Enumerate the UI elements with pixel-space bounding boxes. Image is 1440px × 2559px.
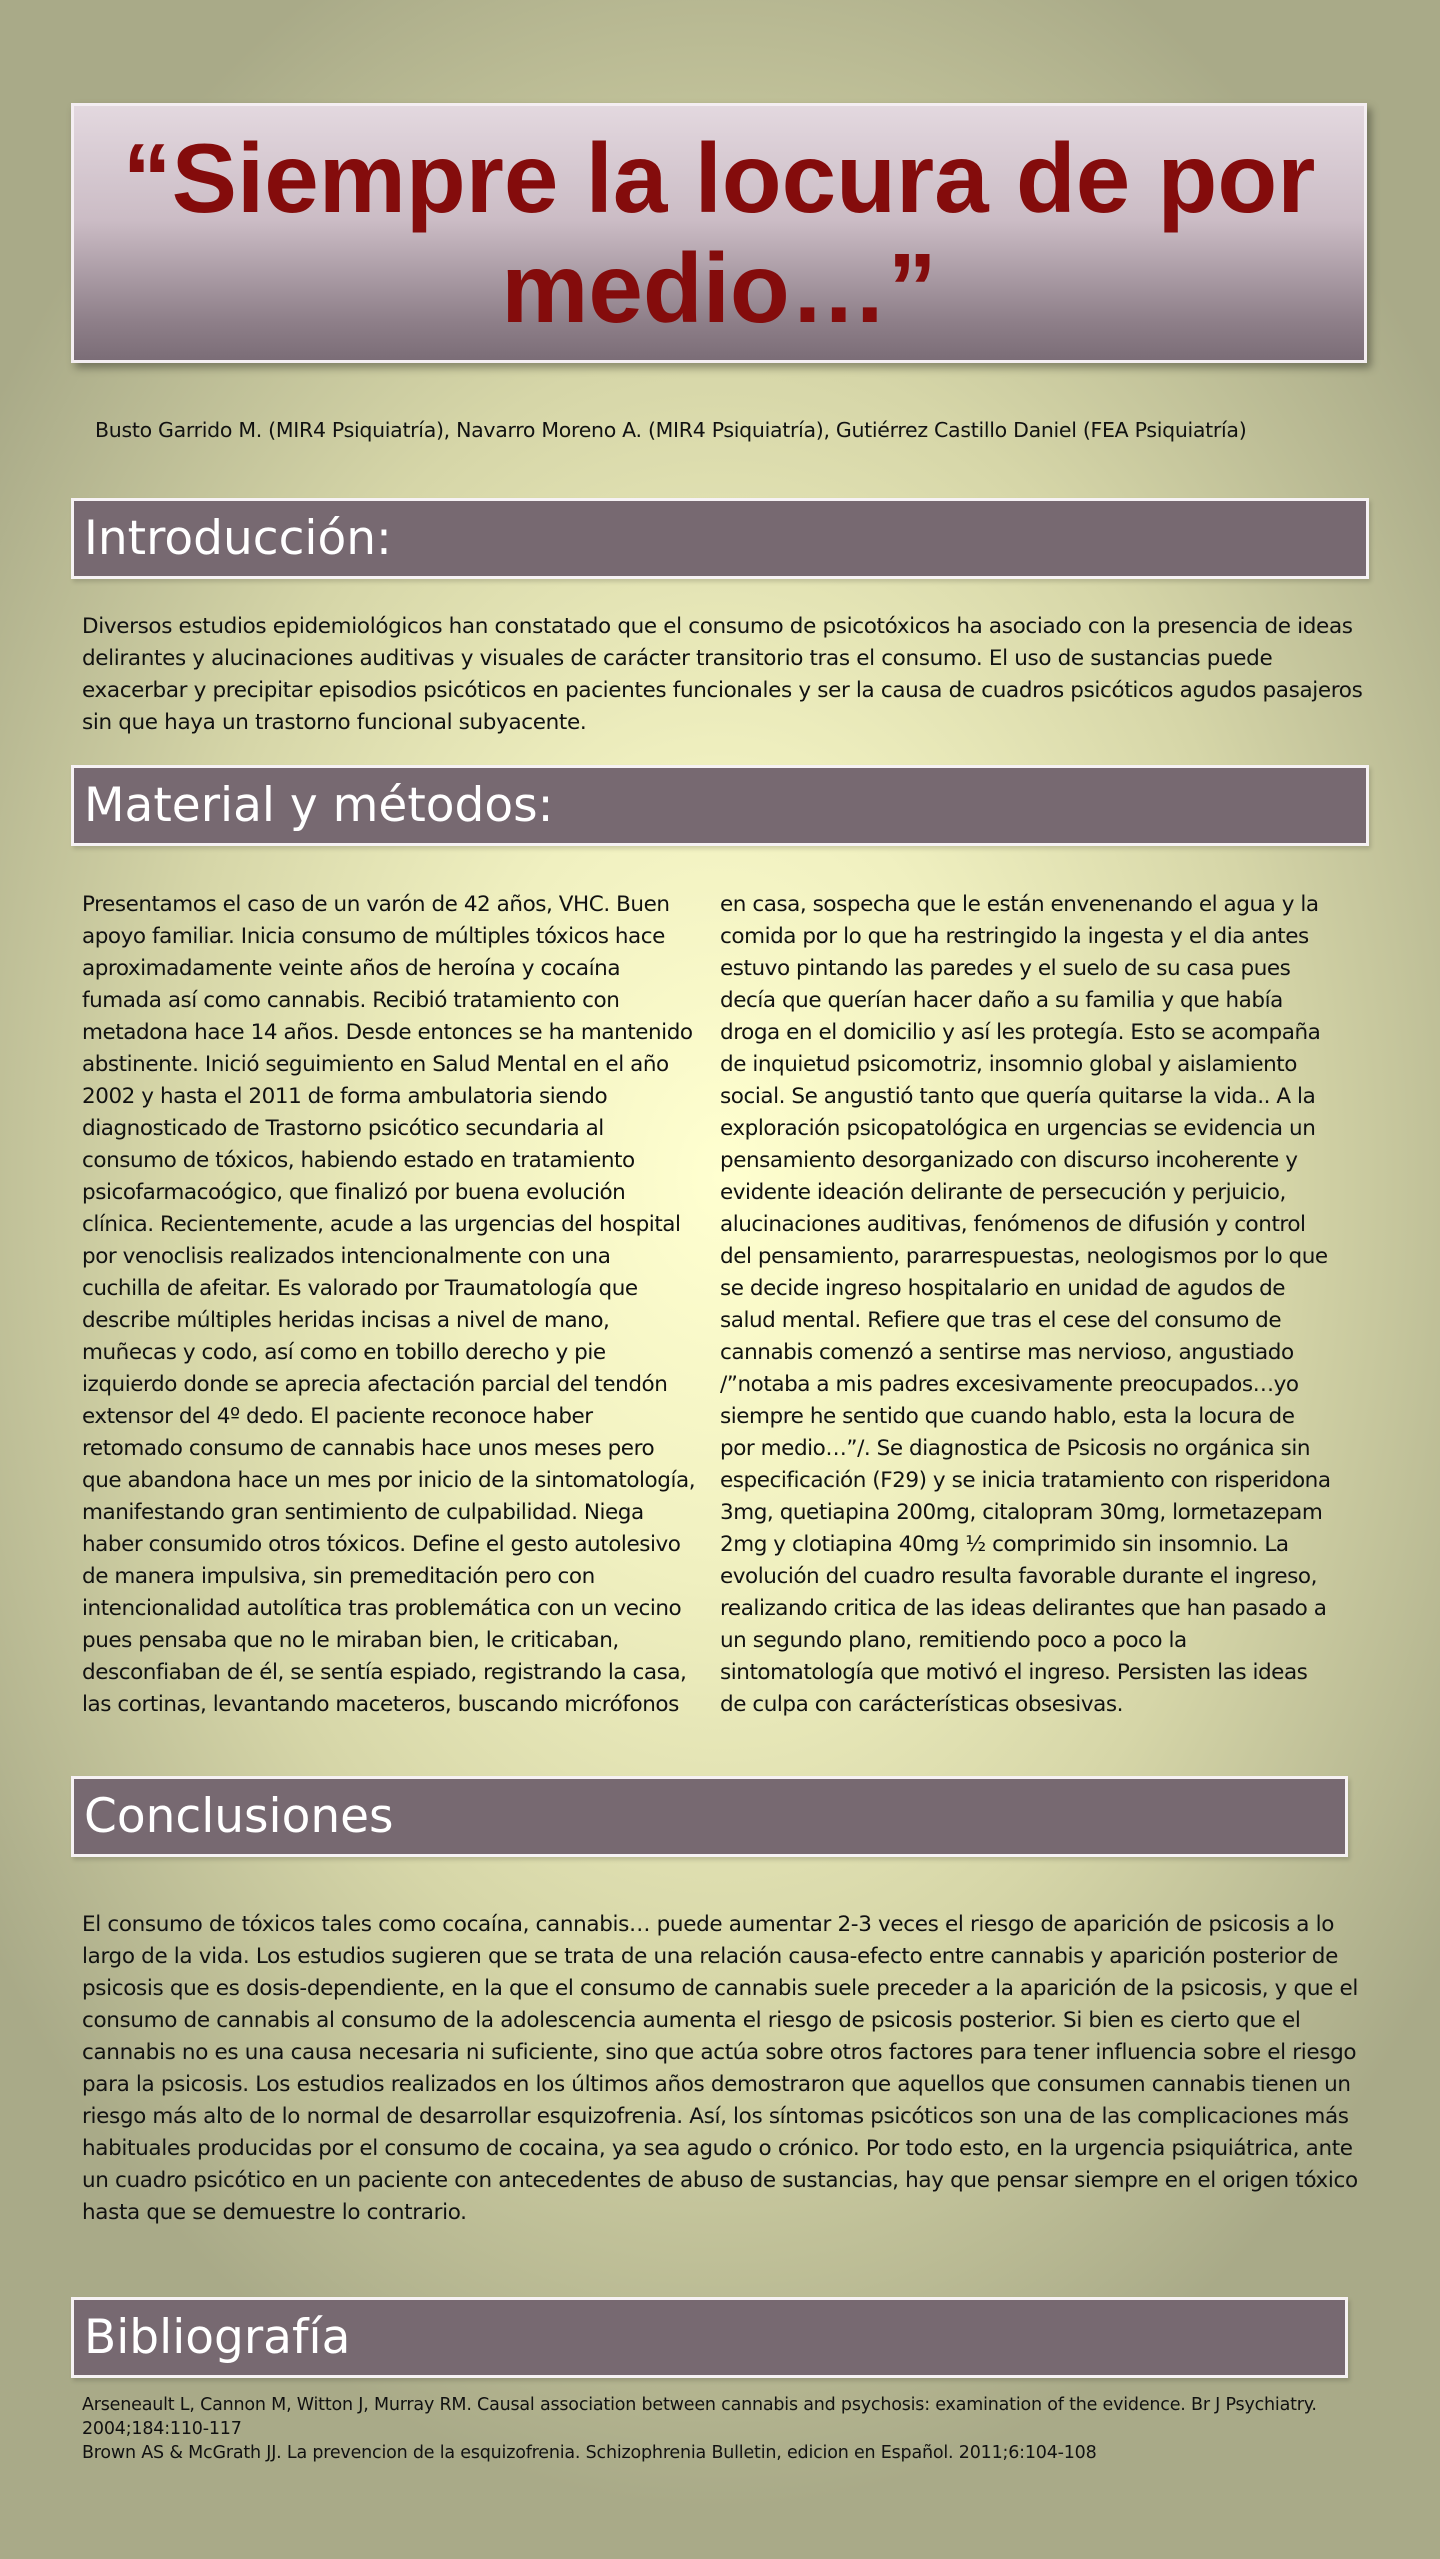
- methods-line: sintomatología que motivó el ingreso. Persisten las ideas: [720, 1660, 1308, 1685]
- methods-line: por medio…”/. Se diagnostica de Psicosis no orgánica sin: [720, 1436, 1311, 1461]
- bibliography-reference: Arseneault L, Cannon M, Witton J, Murray RM. Causal association between cannabis and psychosis: examination of the evidence. Br J Psychiatry. 2004;184:110-117: [82, 2395, 1317, 2439]
- title-banner: [71, 103, 1367, 363]
- methods-line: se decide ingreso hospitalario en unidad de agudos de: [720, 1276, 1286, 1301]
- methods-line: exploración psicopatológica en urgencias se evidencia un: [720, 1116, 1316, 1141]
- methods-line: Presentamos el caso de un varón de 42 años, VHC. Buen: [82, 892, 670, 917]
- bibliography-reference: Brown AS & McGrath JJ. La prevencion de la esquizofrenia. Schizophrenia Bulletin, edicion en Español. 2011;6:104-108: [82, 2443, 1097, 2463]
- section-header-introduction: [71, 498, 1369, 579]
- methods-line: en casa, sospecha que le están envenenando el agua y la: [720, 892, 1319, 917]
- methods-line: que abandona hace un mes por inicio de la sintomatología,: [82, 1468, 696, 1493]
- methods-line: salud mental. Refiere que tras el cese del consumo de: [720, 1308, 1282, 1333]
- methods-line: haber consumido otros tóxicos. Define el gesto autolesivo: [82, 1532, 681, 1557]
- conclusions-text: El consumo de tóxicos tales como cocaína, cannabis… puede aumentar 2-3 veces el riesgo de aparición de psicosis a lo largo de la vida. Los estudios sugieren que se trata de una relación causa-efecto entre cannabis y aparición posterior de psicosis que es dosis-dependiente, en la que el consumo de cannabis suele preceder a la aparición de la psicosis, y que el consumo de cannabis al consumo de la adolescencia aumenta el riesgo de psicosis posterior. Si bien es cierto que el cannabis no es una causa necesaria ni suficiente, sino que actúa sobre otros factores para tener influencia sobre el riesgo para la psicosis. Los estudios realizados en los últimos años demostraron que aquellos que consumen cannabis tienen un riesgo más alto de lo normal de desarrollar esquizofrenia. Así, los síntomas psicóticos son una de las complicaciones más habituales producidas por el consumo de cocaina, ya sea agudo o crónico. Por todo esto, en la urgencia psiquiátrica, ante un cuadro psicótico en un paciente con antecedentes de abuso de sustancias, hay que pensar siempre en el origen tóxico hasta que se demuestre lo contrario.: [82, 1912, 1358, 2225]
- methods-line: describe múltiples heridas incisas a nivel de mano,: [82, 1308, 610, 1333]
- section-heading-methods: Material y métodos:: [84, 778, 554, 833]
- methods-line: especificación (F29) y se inicia tratamiento con risperidona: [720, 1468, 1331, 1493]
- methods-line: abstinente. Inició seguimiento en Salud Mental en el año: [82, 1052, 669, 1077]
- methods-line: de manera impulsiva, sin premeditación pero con: [82, 1564, 595, 1589]
- methods-column-right: [720, 889, 1370, 1721]
- methods-line: un segundo plano, remitiendo poco a poco la: [720, 1628, 1187, 1653]
- section-header-methods: [71, 765, 1369, 846]
- methods-line: manifestando gran sentimiento de culpabilidad. Niega: [82, 1500, 644, 1525]
- methods-line: 2002 y hasta el 2011 de forma ambulatoria siendo: [82, 1084, 608, 1109]
- section-header-bibliography: [71, 2297, 1348, 2378]
- methods-line: muñecas y codo, así como en tobillo derecho y pie: [82, 1340, 606, 1365]
- methods-line: diagnosticado de Trastorno psicótico secundaria al: [82, 1116, 604, 1141]
- methods-column-left: [82, 889, 717, 1721]
- methods-line: del pensamiento, pararrespuestas, neologismos por lo que: [720, 1244, 1328, 1269]
- introduction-text: Diversos estudios epidemiológicos han constatado que el consumo de psicotóxicos ha asociado con la presencia de ideas delirantes y alucinaciones auditivas y visuales de carácter transitorio tras el consumo. El uso de sustancias puede exacerbar y precipitar episodios psicóticos en pacientes funcionales y ser la causa de cuadros psicóticos agudos pasajeros sin que haya un trastorno funcional subyacente.: [82, 614, 1363, 735]
- section-header-conclusions: [71, 1776, 1348, 1857]
- methods-line: de inquietud psicomotriz, insomnio global y aislamiento: [720, 1052, 1297, 1077]
- methods-line: de culpa con carácterísticas obsesivas.: [720, 1692, 1123, 1717]
- methods-line: apoyo familiar. Inicia consumo de múltiples tóxicos hace: [82, 924, 665, 949]
- methods-line: realizando critica de las ideas delirantes que han pasado a: [720, 1596, 1327, 1621]
- methods-line: 2mg y clotiapina 40mg ½ comprimido sin insomnio. La: [720, 1532, 1289, 1557]
- methods-line: evidente ideación delirante de persecución y perjuicio,: [720, 1180, 1286, 1205]
- methods-line: cannabis comenzó a sentirse mas nervioso, angustiado: [720, 1340, 1294, 1365]
- methods-line: pensamiento desorganizado con discurso incoherente y: [720, 1148, 1298, 1173]
- section-heading-introduction: Introducción:: [84, 511, 392, 566]
- methods-line: droga en el domicilio y así les protegía. Esto se acompaña: [720, 1020, 1321, 1045]
- methods-line: clínica. Recientemente, acude a las urgencias del hospital: [82, 1212, 681, 1237]
- methods-line: retomado consumo de cannabis hace unos meses pero: [82, 1436, 655, 1461]
- methods-line: consumo de tóxicos, habiendo estado en tratamiento: [82, 1148, 635, 1173]
- methods-line: psicofarmacoógico, que finalizó por buena evolución: [82, 1180, 626, 1205]
- methods-line: izquierdo donde se aprecia afectación parcial del tendón: [82, 1372, 668, 1397]
- methods-line: 3mg, quetiapina 200mg, citalopram 30mg, lormetazepam: [720, 1500, 1323, 1525]
- section-heading-bibliography: Bibliografía: [84, 2310, 351, 2365]
- section-heading-conclusions: Conclusiones: [84, 1789, 394, 1844]
- methods-line: las cortinas, levantando maceteros, buscando micrófonos: [82, 1692, 679, 1717]
- methods-line: por venoclisis realizados intencionalmente con una: [82, 1244, 611, 1269]
- methods-line: social. Se angustió tanto que quería quitarse la vida.. A la: [720, 1084, 1316, 1109]
- methods-line: estuvo pintando las paredes y el suelo de su casa pues: [720, 956, 1291, 981]
- methods-line: intencionalidad autolítica tras problemática con un vecino: [82, 1596, 682, 1621]
- authors-line: Busto Garrido M. (MIR4 Psiquiatría), Navarro Moreno A. (MIR4 Psiquiatría), Gutiérrez Castillo Daniel (FEA Psiquiatría): [95, 418, 1247, 442]
- methods-line: alucinaciones auditivas, fenómenos de difusión y control: [720, 1212, 1306, 1237]
- methods-line: metadona hace 14 años. Desde entonces se ha mantenido: [82, 1020, 693, 1045]
- methods-line: desconfiaban de él, se sentía espiado, registrando la casa,: [82, 1660, 687, 1685]
- methods-line: aproximadamente veinte años de heroína y cocaína: [82, 956, 621, 981]
- bibliography-list: [82, 2393, 1362, 2465]
- methods-line: cuchilla de afeitar. Es valorado por Traumatología que: [82, 1276, 638, 1301]
- methods-line: evolución del cuadro resulta favorable durante el ingreso,: [720, 1564, 1317, 1589]
- methods-line: decía que querían hacer daño a su familia y que había: [720, 988, 1283, 1013]
- methods-line: comida por lo que ha restringido la ingesta y el dia antes: [720, 924, 1309, 949]
- methods-line: fumada así como cannabis. Recibió tratamiento con: [82, 988, 620, 1013]
- methods-line: /”notaba a mis padres excesivamente preocupados…yo: [720, 1372, 1299, 1397]
- methods-line: extensor del 4º dedo. El paciente reconoce haber: [82, 1404, 593, 1429]
- methods-line: pues pensaba que no le miraban bien, le criticaban,: [82, 1628, 619, 1653]
- methods-line: siempre he sentido que cuando hablo, esta la locura de: [720, 1404, 1295, 1429]
- poster-title: “Siempre la locura de por medio…”: [122, 123, 1316, 343]
